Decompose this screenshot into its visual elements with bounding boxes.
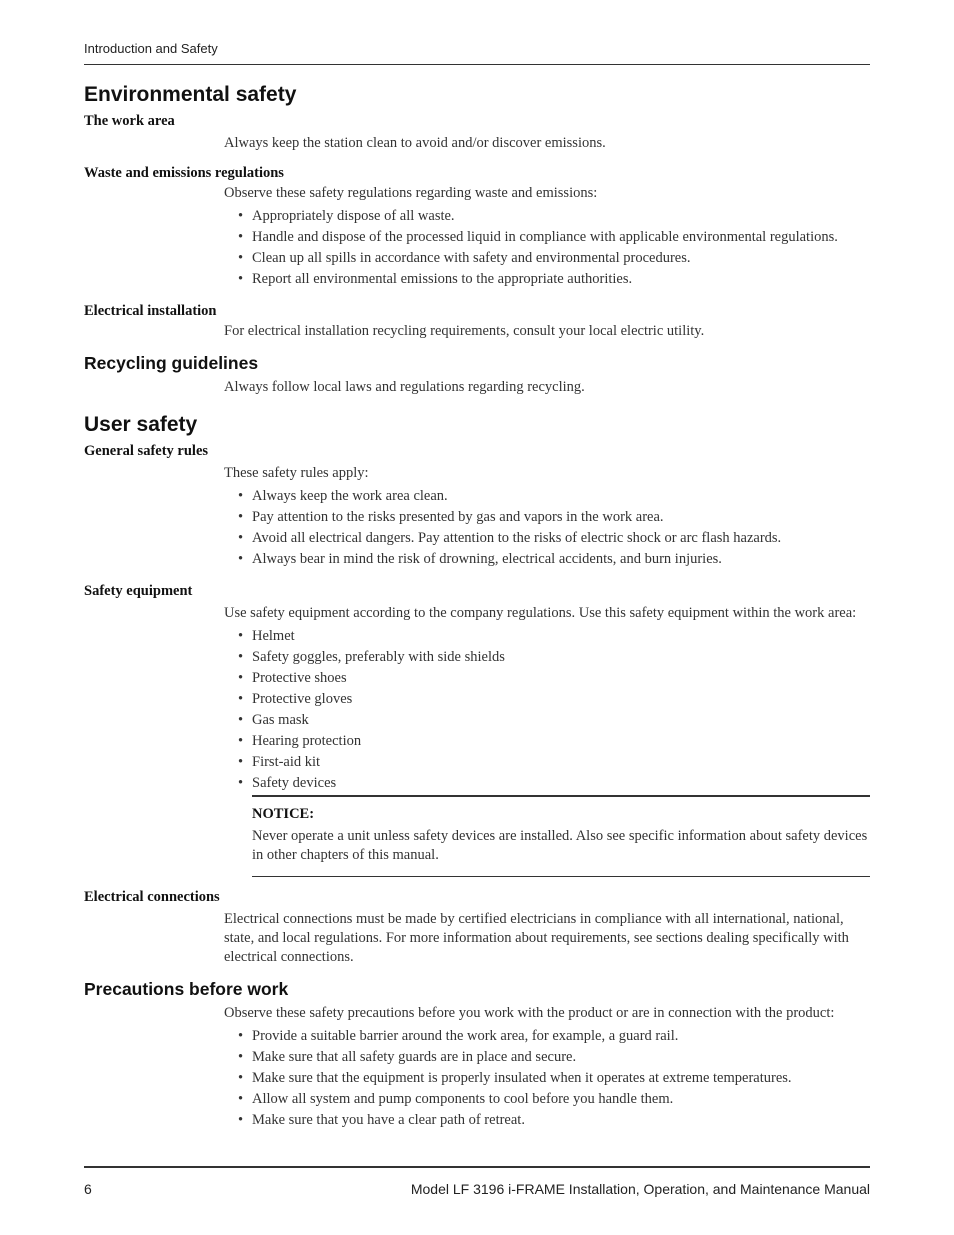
recycling-text: Always follow local laws and regulations regarding recycling. xyxy=(224,379,585,395)
list-item: • Handle and dispose of the processed liquid in compliance with applicable environmental regulations. xyxy=(238,228,870,247)
label-electrical-connections: Electrical connections xyxy=(84,889,220,905)
page-content xyxy=(84,83,870,1132)
list-item: • Pay attention to the risks presented by gas and vapors in the work area. xyxy=(238,508,870,527)
list-item: • Clean up all spills in accordance with safety and environmental procedures. xyxy=(238,249,870,268)
list-item: • Protective gloves xyxy=(238,690,870,709)
notice-box xyxy=(252,795,870,877)
section-title-environmental-safety: Environmental safety xyxy=(84,83,297,106)
header-rule xyxy=(84,64,870,65)
list-item: • Make sure that the equipment is properly insulated when it operates at extreme temperatures. xyxy=(238,1069,870,1088)
section-title-precautions-before-work: Precautions before work xyxy=(84,979,289,999)
notice-text: Never operate a unit unless safety devices are installed. Also see specific information about safety devices in other chapters of this manual. xyxy=(252,828,868,863)
page-number: 6 xyxy=(84,1181,92,1197)
electrical-installation-body xyxy=(224,322,870,341)
electrical-connections-body xyxy=(224,910,870,967)
section-title-recycling-guidelines: Recycling guidelines xyxy=(84,353,259,373)
recycling-body xyxy=(224,378,870,397)
notice-title: NOTICE: xyxy=(252,806,315,822)
list-item: • Make sure that all safety guards are in place and secure. xyxy=(238,1048,870,1067)
general-safety-list xyxy=(224,487,870,569)
section-title-user-safety: User safety xyxy=(84,413,198,436)
safety-equipment-body xyxy=(224,604,870,793)
running-head: Introduction and Safety xyxy=(84,41,218,56)
waste-emissions-list xyxy=(224,207,870,289)
label-work-area: The work area xyxy=(84,113,175,129)
electrical-connections-text: Electrical connections must be made by certified electricians in compliance with all international, national, state, and local regulations. For more information about requirements, see sections dealing specifically with electrical connections. xyxy=(224,911,849,965)
precautions-body xyxy=(224,1004,870,1130)
list-item: • Appropriately dispose of all waste. xyxy=(238,207,870,226)
manual-title: Model LF 3196 i-FRAME Installation, Operation, and Maintenance Manual xyxy=(410,1181,870,1197)
list-item: • Avoid all electrical dangers. Pay attention to the risks of electric shock or arc flash hazards. xyxy=(238,529,870,548)
safety-equipment-list xyxy=(224,627,870,793)
work-area-body xyxy=(224,134,870,153)
list-item: • Helmet xyxy=(238,627,870,646)
precautions-intro: Observe these safety precautions before you work with the product or are in connection with the product: xyxy=(224,1005,835,1021)
footer-rule xyxy=(84,1166,870,1168)
list-item: • Gas mask xyxy=(238,711,870,730)
label-safety-equipment: Safety equipment xyxy=(84,583,193,599)
waste-emissions-body xyxy=(224,184,870,289)
waste-emissions-intro: Observe these safety regulations regarding waste and emissions: xyxy=(224,185,598,201)
label-electrical-installation: Electrical installation xyxy=(84,303,217,319)
list-item: • Always bear in mind the risk of drowning, electrical accidents, and burn injuries. xyxy=(238,550,870,569)
list-item: • Safety devices xyxy=(238,774,870,793)
general-safety-intro: These safety rules apply: xyxy=(224,465,369,481)
safety-equipment-intro: Use safety equipment according to the company regulations. Use this safety equipment within the work area: xyxy=(224,605,857,621)
list-item: • Provide a suitable barrier around the work area, for example, a guard rail. xyxy=(238,1027,870,1046)
list-item: • Hearing protection xyxy=(238,732,870,751)
list-item: • Allow all system and pump components to cool before you handle them. xyxy=(238,1090,870,1109)
electrical-installation-text: For electrical installation recycling requirements, consult your local electric utility. xyxy=(224,323,705,339)
label-waste-emissions: Waste and emissions regulations xyxy=(84,165,284,181)
list-item: • Protective shoes xyxy=(238,669,870,688)
list-item: • Always keep the work area clean. xyxy=(238,487,870,506)
work-area-text: Always keep the station clean to avoid and/or discover emissions. xyxy=(224,135,606,151)
precautions-list xyxy=(224,1027,870,1130)
list-item: • Safety goggles, preferably with side shields xyxy=(238,648,870,667)
list-item: • Make sure that you have a clear path of retreat. xyxy=(238,1111,870,1130)
general-safety-body xyxy=(224,464,870,569)
list-item: • First-aid kit xyxy=(238,753,870,772)
list-item: • Report all environmental emissions to the appropriate authorities. xyxy=(238,270,870,289)
label-general-safety-rules: General safety rules xyxy=(84,443,209,459)
